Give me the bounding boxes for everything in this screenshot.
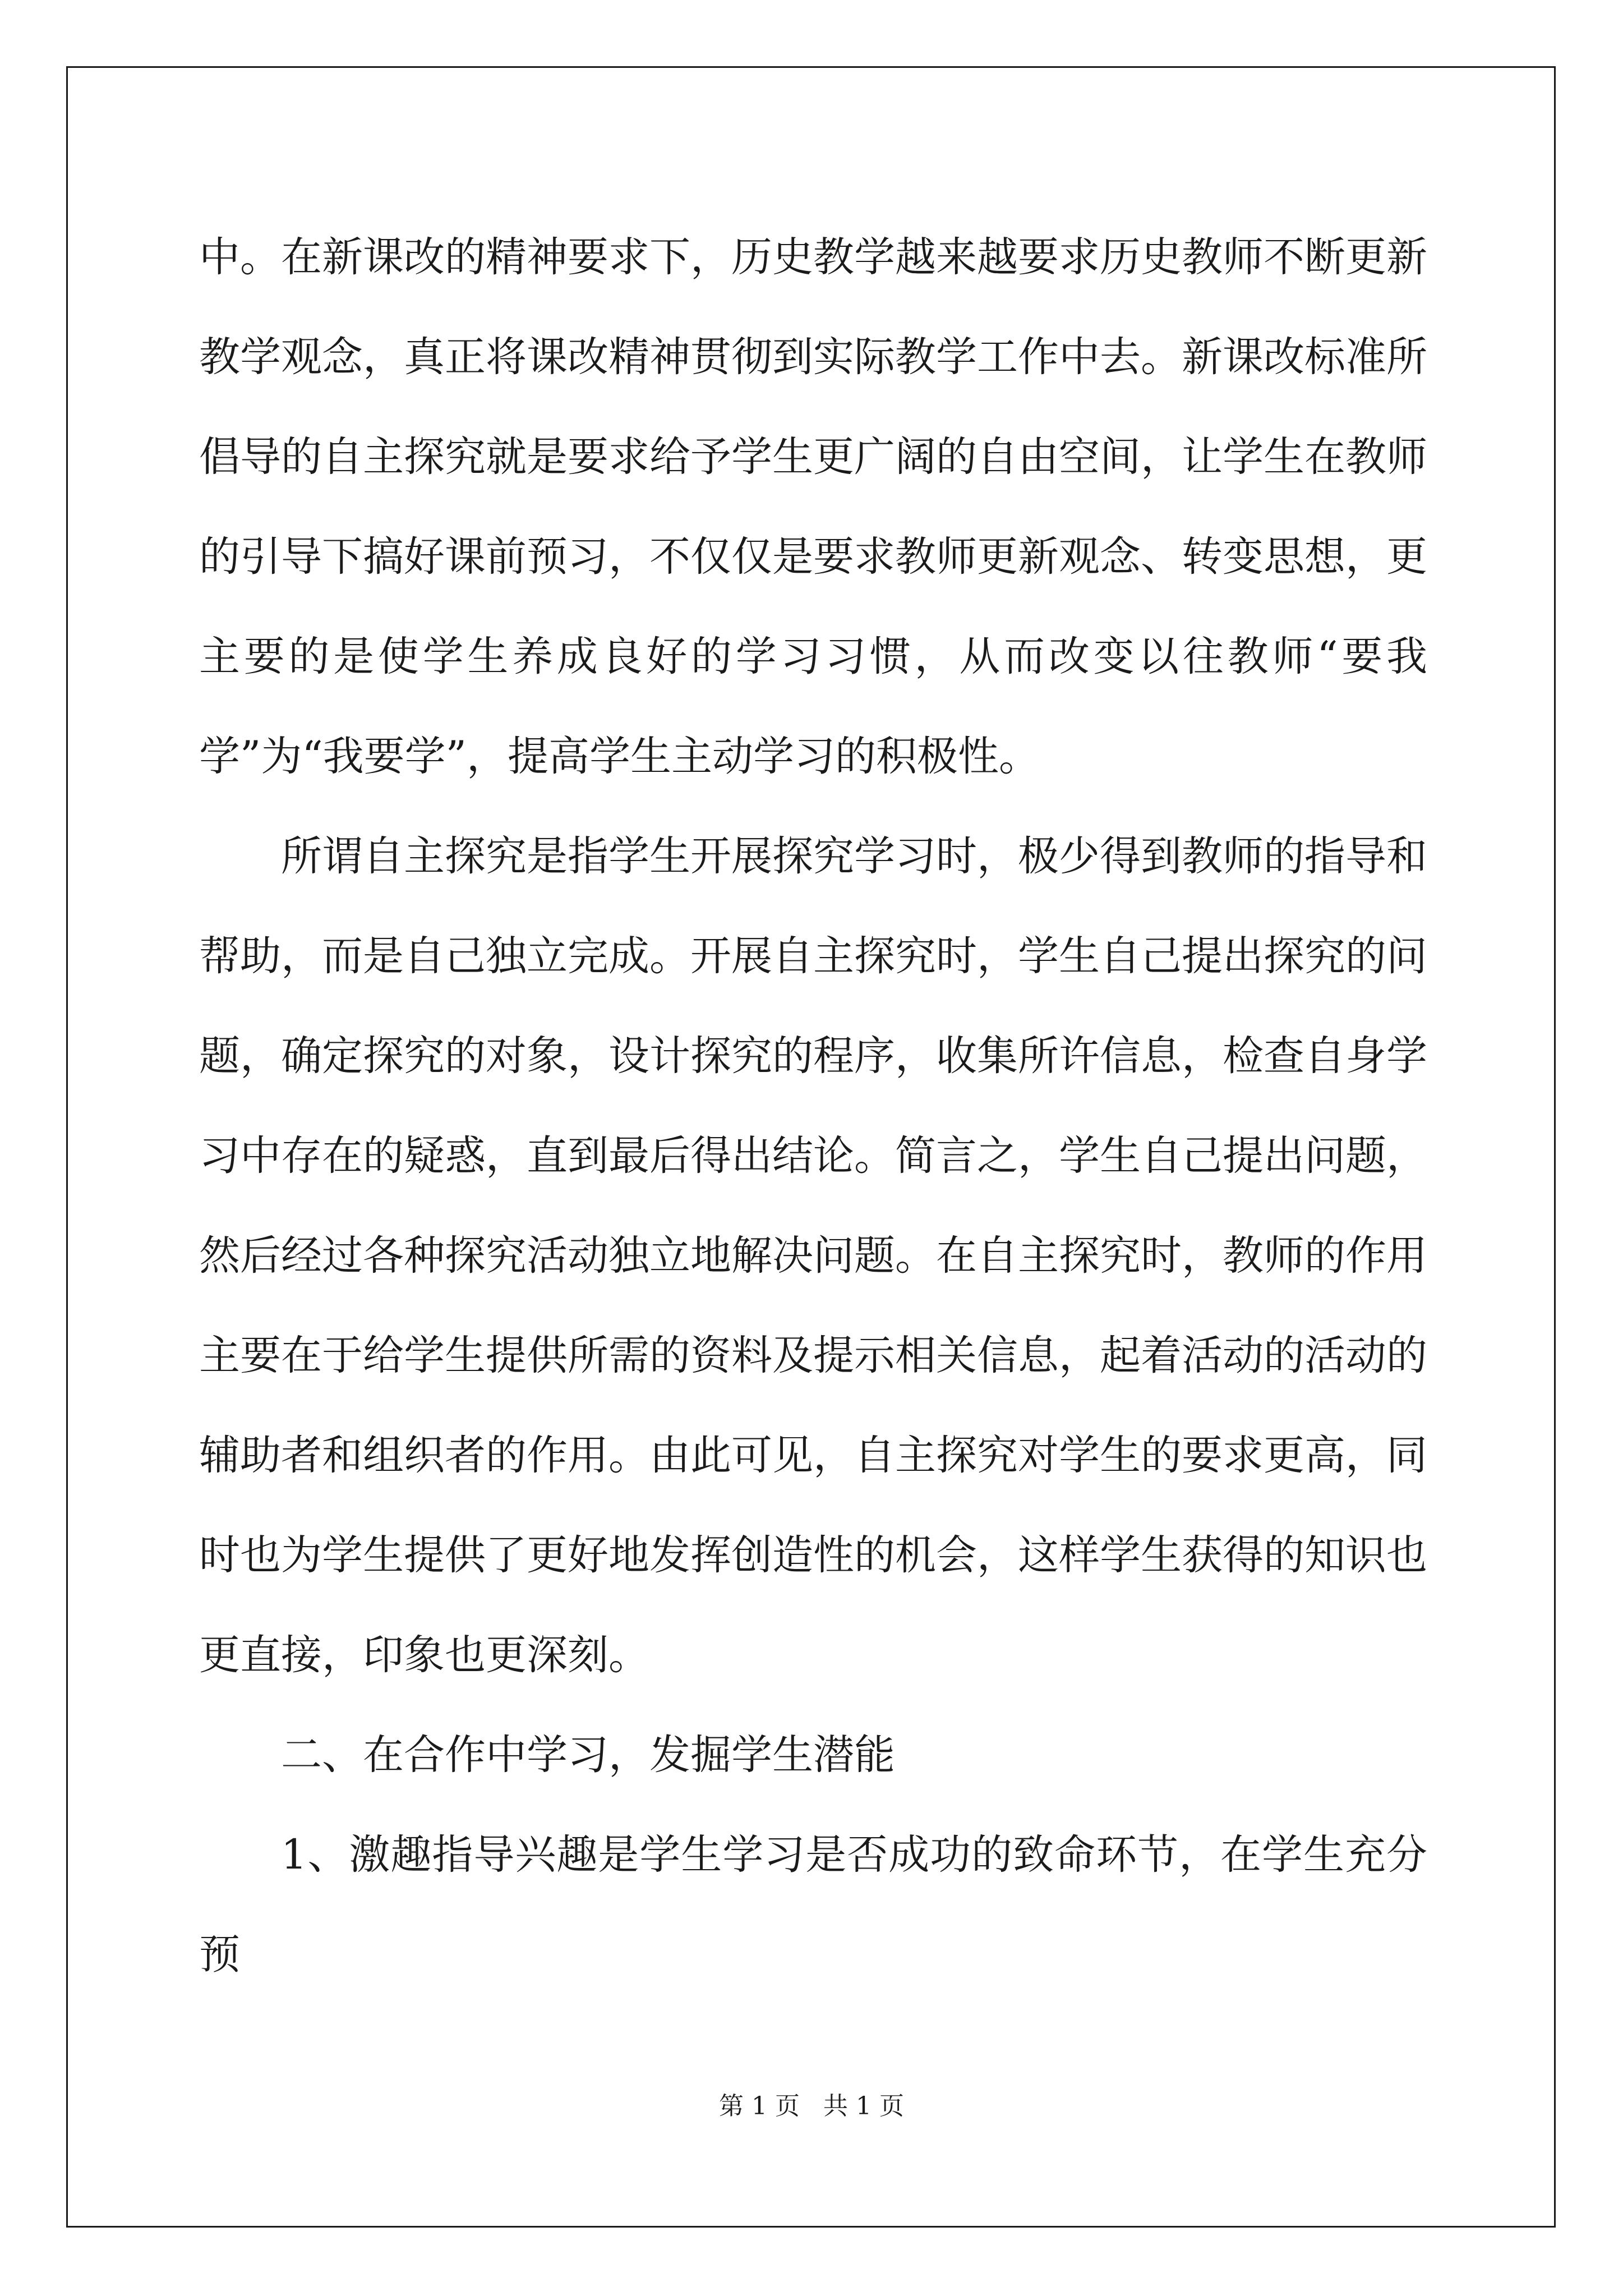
document-body [199, 208, 1427, 2005]
paragraph-4: 1、激趣指导兴趣是学生学习是否成功的致命环节，在学生充分预 [199, 1831, 1427, 1978]
section-heading: 二、在合作中学习，发掘学生潜能 [281, 1731, 895, 1779]
paragraph-1: 中。在新课改的精神要求下，历史教学越来越要求历史教师不断更新教学观念，真正将课改精神贯彻到实际教学工作中去。新课改标准所倡导的自主探究就是要求给予学生更广阔的自由空间，让学生在教师的引导下搞好课前预习，不仅仅是要求教师更新观念、转变思想，更主要的是使学生养成良好的学习习惯，从而改变以往教师“要我学”为“我要学”，提高学生主动学习的积极性。 [199, 233, 1427, 780]
page-footer: 第 1 页 共 1 页 [719, 2092, 904, 2120]
paragraph-2: 所谓自主探究是指学生开展探究学习时，极少得到教师的指导和帮助，而是自己独立完成。开展自主探究时，学生自己提出探究的问题，确定探究的对象，设计探究的程序，收集所许信息，检查自身学习中存在的疑惑，直到最后得出结论。简言之，学生自己提出问题，然后经过各种探究活动独立地解决问题。在自主探究时，教师的作用主要在于给学生提供所需的资料及提示相关信息，起着活动的活动的辅助者和组织者的作用。由此可见，自主探究对学生的要求更高，同时也为学生提供了更好地发挥创造性的机会，这样学生获得的知识也更直接，印象也更深刻。 [199, 832, 1427, 1679]
